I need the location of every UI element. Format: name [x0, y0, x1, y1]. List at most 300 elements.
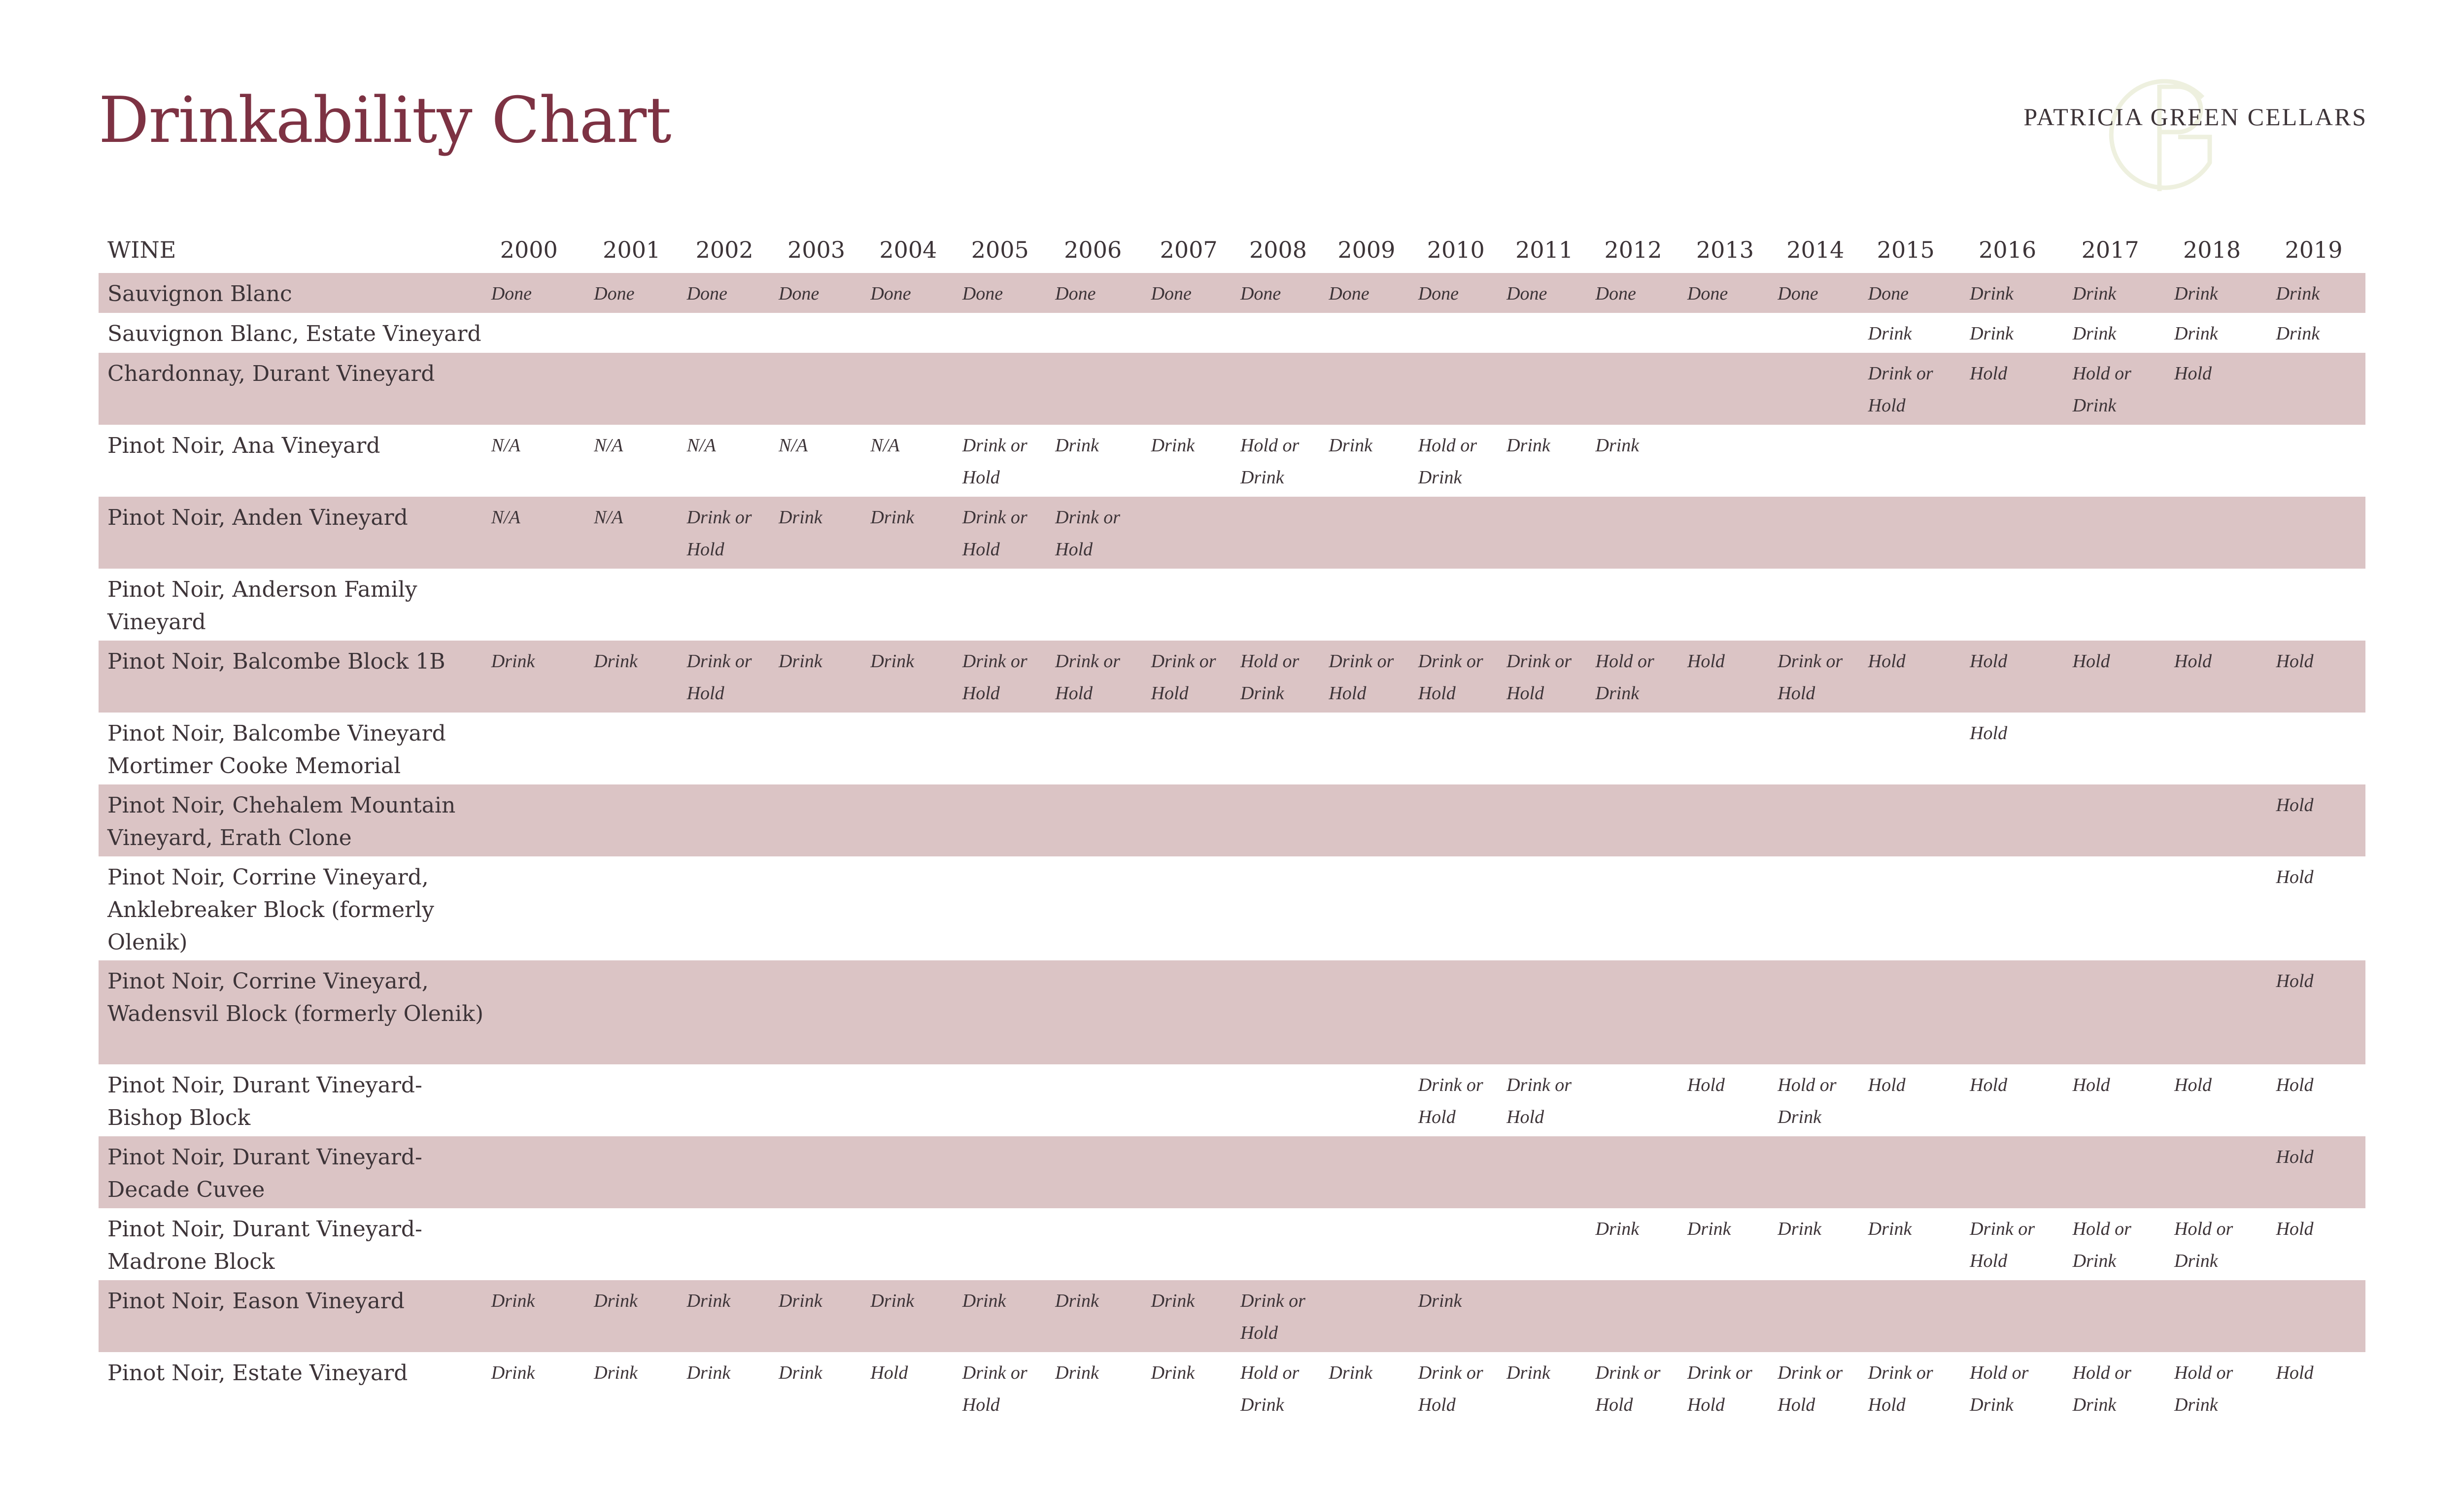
- drinkability-cell: [962, 1208, 1055, 1280]
- column-header: 2006: [1064, 237, 1122, 263]
- drinkability-cell: Drink or Hold: [1970, 1219, 2035, 1271]
- drinkability-cell: Done: [1418, 273, 1506, 313]
- drinkability-cell: Drink: [1151, 1280, 1240, 1352]
- drinkability-cell: [2073, 856, 2174, 960]
- drinkability-cell: [2174, 856, 2276, 960]
- drinkability-cell: [1687, 425, 1778, 497]
- drinkability-cell: N/A: [778, 435, 808, 456]
- drinkability-cell: [1687, 497, 1778, 569]
- drinkability-cell: [1151, 497, 1240, 569]
- drinkability-cell: Hold or Drink: [1970, 1362, 2029, 1415]
- drinkability-cell: Drink: [687, 1280, 779, 1352]
- drinkability-cell: [594, 713, 686, 784]
- drinkability-cell: Drink: [778, 1362, 822, 1383]
- drinkability-cell: [1687, 713, 1778, 784]
- drinkability-cell: [779, 856, 870, 960]
- drinkability-cell: Drink: [1595, 435, 1640, 456]
- drinkability-cell: Drink: [1329, 1362, 1372, 1383]
- drinkability-cell: Drink: [1055, 1280, 1151, 1352]
- drinkability-cell: Drink or Hold: [1418, 641, 1506, 713]
- drinkability-cell: [1329, 713, 1418, 784]
- drinkability-cell: Hold or Drink: [1240, 641, 1329, 713]
- drinkability-cell: Hold or Drink: [1596, 641, 1687, 713]
- drinkability-cell: [1506, 1280, 1595, 1352]
- drinkability-cell: [2174, 1280, 2276, 1352]
- drinkability-cell: Done: [1055, 273, 1151, 313]
- drinkability-cell: [491, 1136, 594, 1208]
- drinkability-cell: [1329, 960, 1418, 1064]
- drinkability-cell: [1329, 856, 1418, 960]
- drinkability-cell: [594, 353, 686, 425]
- drinkability-cell: [687, 1136, 779, 1208]
- drinkability-cell: [687, 1064, 779, 1136]
- drinkability-cell: [1778, 313, 1868, 353]
- drinkability-cell: Hold: [2276, 784, 2365, 856]
- drinkability-cell: [1151, 353, 1240, 425]
- drinkability-cell: [1970, 960, 2072, 1064]
- drinkability-cell: [1868, 784, 1970, 856]
- drinkability-cell: [1418, 713, 1506, 784]
- table-row: [99, 313, 2365, 353]
- drinkability-cell: Drink: [1970, 323, 2014, 344]
- drinkability-cell: [870, 569, 962, 641]
- drinkability-cell: [2276, 353, 2365, 425]
- drinkability-cell: [1596, 353, 1687, 425]
- drinkability-cell: [1329, 497, 1418, 569]
- drinkability-cell: Hold or Drink: [2072, 1362, 2131, 1415]
- drinkability-cell: Drink: [779, 641, 870, 713]
- drinkability-cell: [594, 784, 686, 856]
- drinkability-cell: [1240, 856, 1329, 960]
- drinkability-cell: [1778, 960, 1868, 1064]
- wine-name: Sauvignon Blanc: [99, 273, 491, 313]
- drinkability-cell: Hold: [2073, 641, 2174, 713]
- drinkability-cell: Done: [1240, 273, 1329, 313]
- drinkability-cell: [1055, 353, 1151, 425]
- wine-name: Pinot Noir, Chehalem Mountain Vineyard, Erath Clone: [99, 784, 491, 856]
- drinkability-cell: [1329, 1064, 1418, 1136]
- drinkability-cell: [962, 353, 1055, 425]
- drinkability-cell: [779, 569, 870, 641]
- drinkability-cell: [2073, 425, 2174, 497]
- drinkability-cell: Drink: [1506, 435, 1550, 456]
- drinkability-cell: Drink: [2276, 273, 2365, 313]
- drinkability-cell: [1687, 353, 1778, 425]
- table-row: [99, 960, 2365, 1064]
- drinkability-cell: [1418, 569, 1506, 641]
- drinkability-cell: [1329, 1208, 1418, 1280]
- drinkability-cell: [594, 569, 686, 641]
- wine-name: Pinot Noir, Eason Vineyard: [99, 1280, 491, 1352]
- drinkability-cell: Done: [594, 273, 686, 313]
- table-row: [99, 273, 2365, 313]
- drinkability-cell: Drink or Hold: [1418, 1362, 1483, 1415]
- drinkability-cell: [1970, 497, 2072, 569]
- drinkability-cell: [870, 1064, 962, 1136]
- drinkability-cell: [1151, 856, 1240, 960]
- drinkability-cell: Drink: [686, 1362, 731, 1383]
- drinkability-cell: Drink or Hold: [962, 1362, 1027, 1415]
- table-row: [99, 1208, 2365, 1280]
- drinkability-cell: [1055, 713, 1151, 784]
- drinkability-cell: Drink: [870, 497, 962, 569]
- drinkability-cell: [2174, 713, 2276, 784]
- drinkability-cell: [1506, 1208, 1595, 1280]
- drinkability-cell: [870, 313, 962, 353]
- drinkability-cell: [1868, 713, 1970, 784]
- drinkability-cell: [687, 713, 779, 784]
- wine-name: Pinot Noir, Ana Vineyard: [107, 433, 380, 458]
- drinkability-cell: Hold: [2174, 1075, 2212, 1095]
- drinkability-cell: [1778, 784, 1868, 856]
- drinkability-cell: [779, 1208, 870, 1280]
- drinkability-cell: [1596, 856, 1687, 960]
- wine-name: Pinot Noir, Estate Vineyard: [107, 1360, 408, 1386]
- drinkability-cell: [962, 1064, 1055, 1136]
- drinkability-cell: Drink: [962, 1280, 1055, 1352]
- drinkability-cell: [2276, 713, 2365, 784]
- drinkability-cell: [1778, 1136, 1868, 1208]
- drinkability-cell: [1329, 784, 1418, 856]
- drinkability-cell: [1506, 960, 1595, 1064]
- drinkability-cell: Hold: [2174, 641, 2276, 713]
- drinkability-cell: [1151, 569, 1240, 641]
- wine-name: Sauvignon Blanc, Estate Vineyard: [107, 321, 481, 346]
- drinkability-cell: Drink: [779, 497, 870, 569]
- drinkability-cell: [779, 713, 870, 784]
- drinkability-cell: [1596, 713, 1687, 784]
- drinkability-cell: Hold: [2276, 1219, 2314, 1239]
- drinkability-cell: [1596, 1280, 1687, 1352]
- drinkability-cell: [1868, 856, 1970, 960]
- drinkability-cell: [1506, 353, 1595, 425]
- table-row: [99, 425, 2365, 497]
- drinkability-cell: Done: [1687, 273, 1778, 313]
- wine-name: Pinot Noir, Durant Vineyard-Bishop Block: [107, 1073, 422, 1130]
- drinkability-cell: [1329, 313, 1418, 353]
- drinkability-cell: Drink or Hold: [1868, 1362, 1933, 1415]
- drinkability-cell: [2174, 1136, 2276, 1208]
- drinkability-cell: Done: [1506, 273, 1595, 313]
- drinkability-cell: Hold: [2276, 1075, 2314, 1095]
- drinkability-cell: Hold: [2276, 1362, 2314, 1383]
- drinkability-cell: Hold or Drink: [2073, 353, 2174, 425]
- drinkability-cell: [2276, 1280, 2365, 1352]
- drinkability-cell: Drink: [1055, 1362, 1099, 1383]
- drinkability-cell: [1970, 856, 2072, 960]
- drinkability-cell: [1418, 1136, 1506, 1208]
- drinkability-cell: Hold: [1868, 641, 1970, 713]
- drinkability-cell: Hold: [1970, 1075, 2008, 1095]
- drinkability-cell: Hold: [2276, 1136, 2365, 1208]
- drinkability-cell: Hold: [1970, 641, 2072, 713]
- drinkability-cell: Drink or Hold: [687, 497, 779, 569]
- drinkability-cell: [779, 1064, 870, 1136]
- drinkability-cell: [1240, 497, 1329, 569]
- drinkability-cell: [1151, 1208, 1240, 1280]
- drinkability-cell: [1687, 784, 1778, 856]
- drinkability-cell: [870, 353, 962, 425]
- drinkability-cell: [594, 313, 686, 353]
- drinkability-cell: [1596, 1136, 1687, 1208]
- drinkability-cell: Hold: [1970, 723, 2008, 744]
- drinkability-cell: [491, 313, 594, 353]
- drinkability-cell: [779, 313, 870, 353]
- drinkability-cell: Drink or Hold: [1506, 1075, 1572, 1127]
- drinkability-cell: Hold: [1687, 641, 1778, 713]
- drinkability-cell: Done: [1868, 273, 1970, 313]
- drinkability-cell: [1970, 1280, 2072, 1352]
- drinkability-cell: [779, 353, 870, 425]
- drinkability-cell: [1687, 569, 1778, 641]
- drinkability-cell: Hold or Drink: [2174, 1362, 2233, 1415]
- column-header: 2019: [2285, 237, 2343, 263]
- drinkability-cell: [870, 1136, 962, 1208]
- wine-name: Pinot Noir, Balcombe Vineyard Mortimer Cooke Memorial: [107, 721, 446, 779]
- drinkability-cell: [2073, 1136, 2174, 1208]
- drinkability-cell: Drink: [1868, 1219, 1912, 1239]
- drinkability-cell: Hold: [2276, 867, 2314, 887]
- drinkability-cell: Drink: [1055, 435, 1099, 456]
- drinkability-cell: Hold: [2072, 1075, 2110, 1095]
- drinkability-cell: [1506, 713, 1595, 784]
- drinkability-cell: Drink or Hold: [962, 435, 1027, 488]
- drinkability-cell: [2276, 569, 2365, 641]
- drinkability-cell: [2073, 784, 2174, 856]
- drinkability-cell: [1055, 569, 1151, 641]
- drinkability-cell: [1151, 784, 1240, 856]
- drinkability-cell: N/A: [870, 435, 900, 456]
- drinkability-cell: Drink: [1970, 273, 2072, 313]
- drinkability-cell: [1418, 353, 1506, 425]
- drinkability-cell: Done: [1151, 273, 1240, 313]
- drinkability-cell: [1151, 313, 1240, 353]
- column-header: 2002: [695, 237, 753, 263]
- column-header: 2003: [787, 237, 846, 263]
- drinkability-cell: [1240, 713, 1329, 784]
- drinkability-cell: Hold: [1687, 1075, 1725, 1095]
- drinkability-cell: Drink or Hold: [1418, 1075, 1483, 1127]
- drinkability-cell: Drink or Hold: [1329, 641, 1418, 713]
- drinkability-cell: Drink or Hold: [1055, 497, 1151, 569]
- brand-name: PATRICIA GREEN CELLARS: [2023, 103, 2367, 131]
- column-header: 2016: [1979, 237, 2037, 263]
- drinkability-cell: Hold or Drink: [2174, 1219, 2233, 1271]
- drinkability-cell: [962, 784, 1055, 856]
- drinkability-cell: Done: [1596, 273, 1687, 313]
- drinkability-cell: [2073, 497, 2174, 569]
- drinkability-cell: [962, 569, 1055, 641]
- drinkability-cell: [1970, 1136, 2072, 1208]
- drinkability-cell: [491, 784, 594, 856]
- drinkability-cell: [1418, 784, 1506, 856]
- drinkability-cell: Drink: [870, 641, 962, 713]
- wine-name: Pinot Noir, Corrine Vineyard, Wadensvil Block (formerly Olenik): [99, 960, 491, 1064]
- column-header: 2005: [971, 237, 1029, 263]
- drinkability-cell: [2073, 713, 2174, 784]
- drinkability-cell: [687, 960, 779, 1064]
- drinkability-cell: [1055, 856, 1151, 960]
- drinkability-cell: Drink: [2174, 323, 2218, 344]
- table-row: [99, 713, 2365, 784]
- table-row: [99, 1280, 2365, 1352]
- drinkability-cell: [1329, 353, 1418, 425]
- column-header: 2001: [603, 237, 661, 263]
- drinkability-cell: [594, 856, 686, 960]
- column-header: 2000: [500, 237, 558, 263]
- drinkability-cell: [962, 1136, 1055, 1208]
- drinkability-cell: Drink: [491, 641, 594, 713]
- drinkability-cell: [1596, 1064, 1687, 1136]
- wine-name: Pinot Noir, Durant Vineyard-Decade Cuvee: [99, 1136, 491, 1208]
- drinkability-cell: Hold: [2276, 960, 2365, 1064]
- drinkability-cell: Hold or Drink: [1778, 1075, 1837, 1127]
- drinkability-cell: [2174, 960, 2276, 1064]
- table-row: [99, 497, 2365, 569]
- column-header: 2010: [1427, 237, 1485, 263]
- drinkability-cell: Drink: [2174, 273, 2276, 313]
- drinkability-cell: [491, 960, 594, 1064]
- wine-name: Pinot Noir, Balcombe Block 1B: [99, 641, 491, 713]
- wine-name: Pinot Noir, Anden Vineyard: [99, 497, 491, 569]
- drinkability-cell: Drink: [870, 1280, 962, 1352]
- drinkability-cell: N/A: [491, 435, 520, 456]
- drinkability-cell: Done: [779, 273, 870, 313]
- drinkability-cell: [1970, 425, 2072, 497]
- wine-name: Chardonnay, Durant Vineyard: [99, 353, 491, 425]
- drinkability-cell: [1240, 960, 1329, 1064]
- drinkability-cell: [2073, 569, 2174, 641]
- drinkability-cell: [1868, 1136, 1970, 1208]
- drinkability-cell: [1596, 784, 1687, 856]
- monogram-logo: [2104, 69, 2232, 202]
- drinkability-cell: [1240, 313, 1329, 353]
- drinkability-cell: [687, 313, 779, 353]
- drinkability-cell: Hold or Drink: [2072, 1219, 2131, 1271]
- page-title: Drinkability Chart: [99, 84, 671, 157]
- drinkability-cell: [1418, 1208, 1506, 1280]
- drinkability-cell: [1687, 313, 1778, 353]
- drinkability-cell: Hold or Drink: [1418, 435, 1477, 488]
- wine-name: Pinot Noir, Corrine Vineyard, Anklebreaker Block (formerly Olenik): [107, 865, 434, 955]
- drinkability-cell: Done: [687, 273, 779, 313]
- column-header: 2004: [879, 237, 937, 263]
- drinkability-cell: [1055, 784, 1151, 856]
- drinkability-cell: Drink or Hold: [1778, 1362, 1843, 1415]
- drinkability-cell: [1151, 960, 1240, 1064]
- drinkability-cell: Drink: [491, 1362, 535, 1383]
- drinkability-cell: [687, 569, 779, 641]
- drinkability-cell: Drink: [1418, 1280, 1506, 1352]
- drinkability-cell: Drink or Hold: [1868, 353, 1970, 425]
- drinkability-cell: [687, 1208, 779, 1280]
- column-header: 2015: [1877, 237, 1935, 263]
- drinkability-cell: Hold: [1970, 353, 2072, 425]
- column-header: 2018: [2183, 237, 2241, 263]
- drinkability-cell: [594, 1136, 686, 1208]
- drinkability-cell: [2276, 425, 2365, 497]
- drinkability-cell: [1055, 1064, 1151, 1136]
- drinkability-cell: [779, 960, 870, 1064]
- drinkability-cell: [1240, 1208, 1329, 1280]
- drinkability-cell: Hold or Drink: [1240, 1362, 1300, 1415]
- drinkability-cell: N/A: [491, 497, 594, 569]
- drinkability-cell: [962, 960, 1055, 1064]
- drinkability-cell: [1687, 1280, 1778, 1352]
- wine-name: Pinot Noir, Durant Vineyard-Madrone Block: [107, 1217, 422, 1274]
- drinkability-cell: Drink or Hold: [1055, 641, 1151, 713]
- drinkability-cell: [1506, 313, 1595, 353]
- column-header: WINE: [107, 237, 176, 263]
- table-body: [99, 273, 2365, 1424]
- header-row: [99, 233, 2365, 273]
- drinkability-cell: [1055, 960, 1151, 1064]
- column-header: 2017: [2081, 237, 2139, 263]
- drinkability-cell: Drink: [779, 1280, 870, 1352]
- drinkability-cell: Drink: [594, 1362, 638, 1383]
- drinkability-cell: Hold: [2174, 353, 2276, 425]
- drinkability-cell: [1151, 1064, 1240, 1136]
- drinkability-cell: [1329, 1136, 1418, 1208]
- drinkability-cell: [594, 1064, 686, 1136]
- drinkability-table: [99, 233, 2365, 1424]
- drinkability-cell: [962, 313, 1055, 353]
- drinkability-cell: [2174, 569, 2276, 641]
- drinkability-cell: Drink or Hold: [962, 497, 1055, 569]
- drinkability-cell: Drink or Hold: [1778, 641, 1868, 713]
- table-row: [99, 569, 2365, 641]
- drinkability-cell: [491, 1064, 594, 1136]
- drinkability-cell: [1596, 960, 1687, 1064]
- drinkability-cell: Done: [962, 273, 1055, 313]
- drinkability-cell: [594, 960, 686, 1064]
- drinkability-cell: Drink or Hold: [1151, 641, 1240, 713]
- drinkability-cell: [1778, 497, 1868, 569]
- drinkability-cell: [870, 784, 962, 856]
- drinkability-cell: Drink: [1506, 1362, 1550, 1383]
- drinkability-cell: Drink or Hold: [1240, 1280, 1329, 1352]
- drinkability-cell: Drink: [1329, 435, 1372, 456]
- drinkability-cell: [1687, 960, 1778, 1064]
- column-header: 2012: [1604, 237, 1662, 263]
- drinkability-cell: [1151, 713, 1240, 784]
- drinkability-cell: [2073, 1280, 2174, 1352]
- drinkability-cell: Drink: [1778, 1219, 1821, 1239]
- drinkability-cell: N/A: [686, 435, 716, 456]
- drinkability-cell: [491, 569, 594, 641]
- drinkability-cell: [1055, 1136, 1151, 1208]
- drinkability-cell: [1868, 497, 1970, 569]
- drinkability-cell: [1418, 960, 1506, 1064]
- drinkability-cell: [2073, 960, 2174, 1064]
- drinkability-cell: [2174, 425, 2276, 497]
- drinkability-cell: Drink or Hold: [1595, 1362, 1661, 1415]
- drinkability-cell: [1687, 1136, 1778, 1208]
- drinkability-cell: [491, 353, 594, 425]
- column-header: 2009: [1337, 237, 1396, 263]
- drinkability-cell: Drink: [594, 641, 686, 713]
- drinkability-cell: [1240, 1064, 1329, 1136]
- drinkability-cell: [870, 713, 962, 784]
- column-header: 2011: [1515, 237, 1574, 263]
- drinkability-cell: [870, 1208, 962, 1280]
- drinkability-cell: [1970, 784, 2072, 856]
- drinkability-cell: Drink: [1868, 323, 1912, 344]
- drinkability-cell: Drink: [491, 1280, 594, 1352]
- drinkability-cell: Drink: [1687, 1219, 1731, 1239]
- drinkability-cell: Drink: [2276, 323, 2320, 344]
- drinkability-cell: [1596, 569, 1687, 641]
